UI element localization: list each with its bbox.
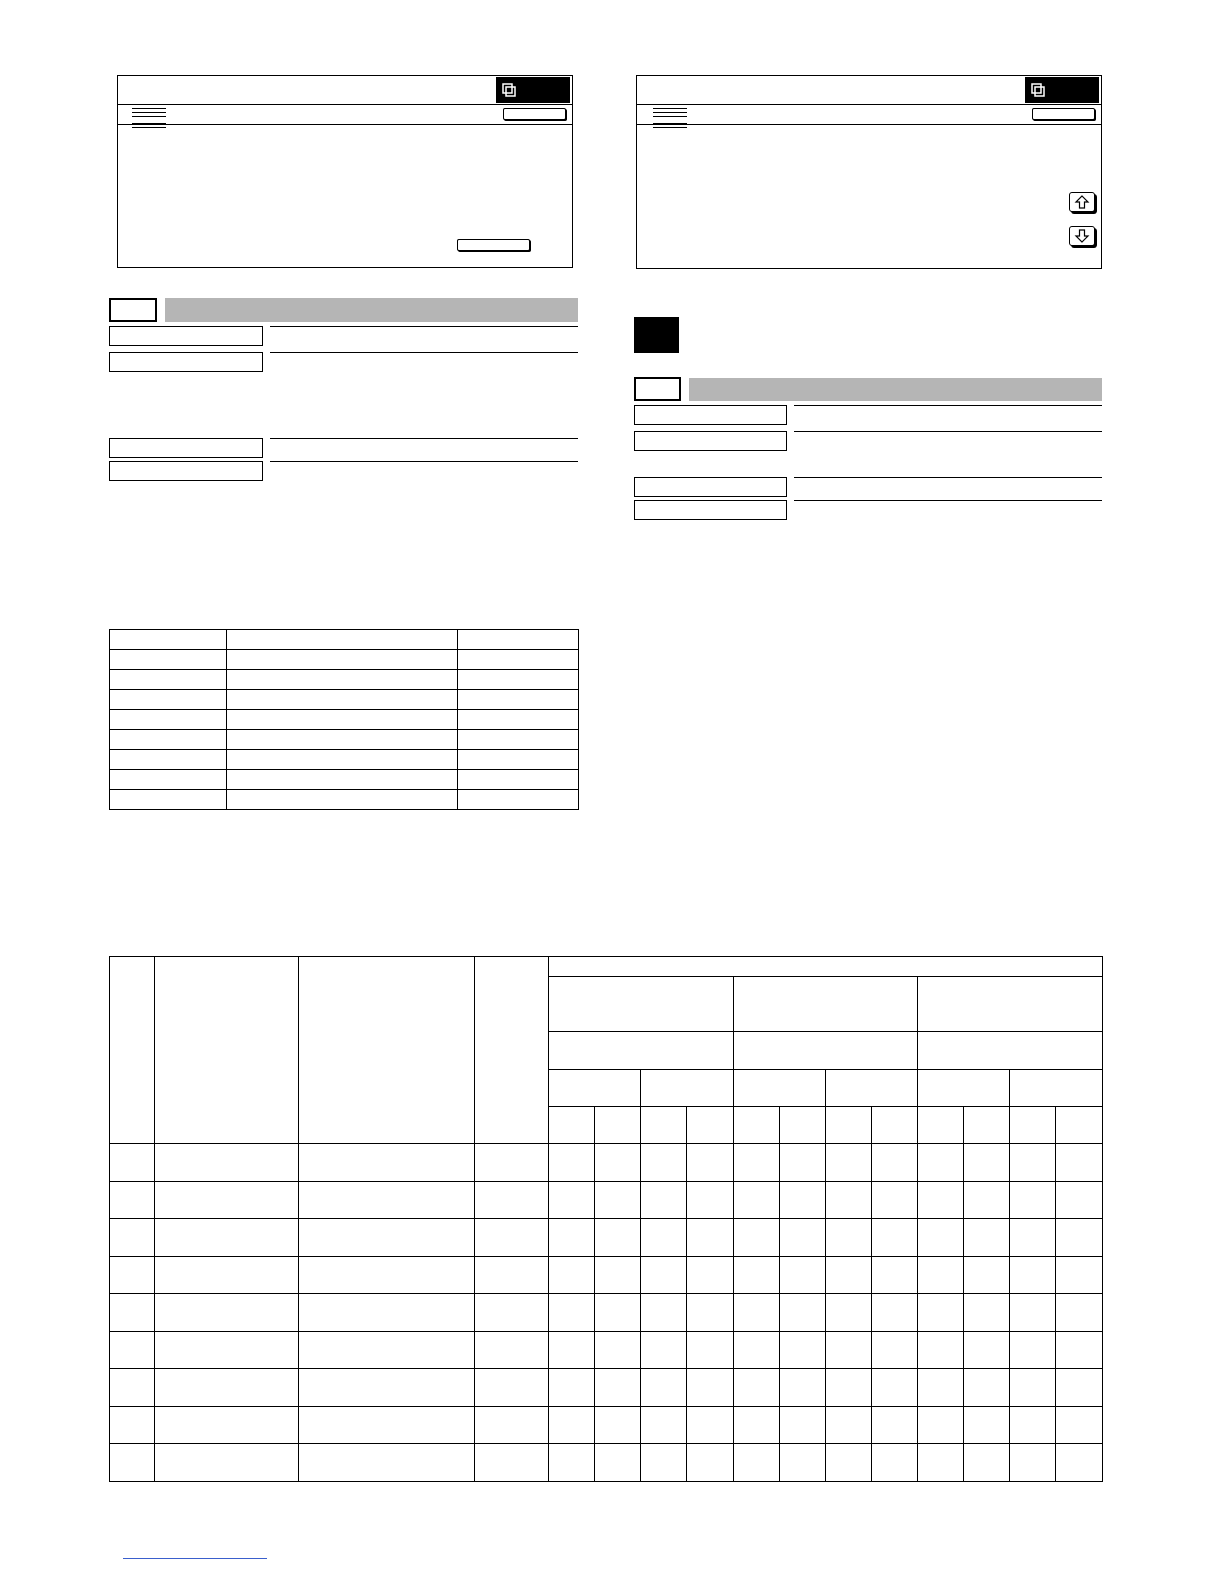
table-cell <box>641 1181 687 1219</box>
table-cell <box>475 1256 549 1294</box>
table-cell <box>1009 1181 1055 1219</box>
table-row <box>110 670 579 690</box>
table-cell <box>595 1444 641 1482</box>
table-cell <box>641 1294 687 1332</box>
table-cell <box>110 770 227 790</box>
table-cell <box>299 1294 475 1332</box>
table-cell <box>299 1256 475 1294</box>
header-cell <box>779 1107 825 1144</box>
item-label-box <box>109 352 263 372</box>
table-cell <box>110 630 227 650</box>
table-cell <box>733 1331 779 1369</box>
header-button[interactable] <box>503 108 566 120</box>
table-cell <box>595 1219 641 1257</box>
table-row <box>110 770 579 790</box>
section-title-bar <box>165 298 578 322</box>
table-cell <box>595 1144 641 1182</box>
table-row <box>110 1294 1103 1332</box>
table-cell <box>299 1331 475 1369</box>
table-cell <box>779 1256 825 1294</box>
table-cell <box>779 1294 825 1332</box>
table-cell <box>733 1406 779 1444</box>
header-cell <box>549 1070 641 1107</box>
table-row <box>110 630 579 650</box>
title-divider <box>637 104 1101 105</box>
table-cell <box>641 1331 687 1369</box>
table-cell <box>549 1294 595 1332</box>
table-cell <box>641 1369 687 1407</box>
table-cell <box>458 790 579 810</box>
table-cell <box>227 710 458 730</box>
table-cell <box>1009 1406 1055 1444</box>
table-cell <box>549 1369 595 1407</box>
table-cell <box>110 790 227 810</box>
table-cell <box>917 1444 963 1482</box>
table-cell <box>641 1144 687 1182</box>
table-cell <box>475 1144 549 1182</box>
table-cell <box>458 650 579 670</box>
table-cell <box>779 1444 825 1482</box>
header-cell <box>549 977 733 1032</box>
table-cell <box>963 1331 1009 1369</box>
header-cell <box>917 1070 1009 1107</box>
item-label-box <box>634 405 787 425</box>
table-cell <box>227 690 458 710</box>
table-cell <box>1009 1219 1055 1257</box>
table-cell <box>1055 1181 1102 1219</box>
table-cell <box>871 1294 917 1332</box>
table-cell <box>110 1144 155 1182</box>
table-cell <box>458 670 579 690</box>
header-cell <box>733 1070 825 1107</box>
header-divider <box>118 124 572 125</box>
table-cell <box>299 1181 475 1219</box>
table-cell <box>1009 1256 1055 1294</box>
copy-mode-badge[interactable] <box>496 77 570 103</box>
table-cell <box>871 1444 917 1482</box>
header-cell <box>549 957 1103 977</box>
table-cell <box>825 1256 871 1294</box>
table-cell <box>155 1181 299 1219</box>
table-cell <box>110 1406 155 1444</box>
table-cell <box>641 1256 687 1294</box>
table-cell <box>963 1256 1009 1294</box>
table-cell <box>1055 1369 1102 1407</box>
table-cell <box>458 750 579 770</box>
table-cell <box>1055 1219 1102 1257</box>
table-cell <box>155 1294 299 1332</box>
big-table <box>109 956 1103 1482</box>
table-cell <box>549 1144 595 1182</box>
table-cell <box>227 790 458 810</box>
table-cell <box>779 1219 825 1257</box>
table-cell <box>825 1181 871 1219</box>
table-cell <box>458 770 579 790</box>
table-cell <box>299 1444 475 1482</box>
table-cell <box>733 1219 779 1257</box>
table-cell <box>110 1331 155 1369</box>
header-cell <box>549 1032 733 1070</box>
table-cell <box>733 1294 779 1332</box>
table-cell <box>687 1144 733 1182</box>
table-cell <box>779 1406 825 1444</box>
table-cell <box>475 1219 549 1257</box>
table-row <box>110 710 579 730</box>
item-rule <box>794 500 1102 501</box>
table-cell <box>227 770 458 790</box>
item-rule <box>270 438 578 439</box>
copy-mode-icon <box>1031 83 1045 97</box>
table-cell <box>227 730 458 750</box>
header-cell <box>475 957 549 1144</box>
table-cell <box>1009 1144 1055 1182</box>
table-cell <box>871 1406 917 1444</box>
table-row <box>110 1256 1103 1294</box>
item-label-box <box>109 461 263 481</box>
table-cell <box>475 1331 549 1369</box>
table-cell <box>687 1219 733 1257</box>
table-cell <box>825 1144 871 1182</box>
table-cell <box>299 1144 475 1182</box>
header-cell <box>641 1107 687 1144</box>
table-cell <box>963 1406 1009 1444</box>
table-cell <box>110 750 227 770</box>
table-cell <box>871 1331 917 1369</box>
header-cell <box>549 1107 595 1144</box>
table-row <box>110 1331 1103 1369</box>
table-cell <box>963 1219 1009 1257</box>
table-cell <box>687 1406 733 1444</box>
table-cell <box>871 1144 917 1182</box>
table-cell <box>917 1144 963 1182</box>
table-cell <box>641 1406 687 1444</box>
table-cell <box>1055 1256 1102 1294</box>
table-cell <box>227 750 458 770</box>
table-cell <box>110 650 227 670</box>
table-cell <box>299 1219 475 1257</box>
menu-lines-icon[interactable] <box>653 108 687 120</box>
header-cell <box>733 1032 917 1070</box>
header-cell <box>733 977 917 1032</box>
small-table-body <box>110 630 579 810</box>
header-cell <box>963 1107 1009 1144</box>
table-cell <box>733 1444 779 1482</box>
table-cell <box>1055 1444 1102 1482</box>
table-cell <box>779 1181 825 1219</box>
header-cell <box>641 1070 733 1107</box>
table-cell <box>963 1444 1009 1482</box>
left-screen-panel <box>117 75 573 268</box>
table-cell <box>475 1181 549 1219</box>
table-cell <box>595 1256 641 1294</box>
table-cell <box>871 1219 917 1257</box>
header-row <box>110 957 1103 977</box>
table-cell <box>155 1219 299 1257</box>
table-row <box>110 1219 1103 1257</box>
table-cell <box>549 1181 595 1219</box>
item-label-box <box>634 431 787 451</box>
table-cell <box>227 670 458 690</box>
table-cell <box>595 1369 641 1407</box>
table-cell <box>155 1331 299 1369</box>
menu-lines-icon[interactable] <box>132 108 166 120</box>
table-cell <box>687 1181 733 1219</box>
table-cell <box>917 1331 963 1369</box>
header-cell <box>1055 1107 1102 1144</box>
table-row <box>110 1144 1103 1182</box>
table-cell <box>779 1331 825 1369</box>
header-cell <box>687 1107 733 1144</box>
table-cell <box>1055 1331 1102 1369</box>
table-cell <box>595 1331 641 1369</box>
table-cell <box>595 1406 641 1444</box>
table-cell <box>779 1369 825 1407</box>
right-screen-panel <box>636 75 1102 269</box>
header-cell <box>595 1107 641 1144</box>
table-cell <box>641 1219 687 1257</box>
table-row <box>110 730 579 750</box>
header-cell <box>1009 1107 1055 1144</box>
table-cell <box>458 730 579 750</box>
table-row <box>110 1369 1103 1407</box>
table-cell <box>1055 1294 1102 1332</box>
table-cell <box>825 1444 871 1482</box>
header-cell <box>825 1107 871 1144</box>
header-cell <box>299 957 475 1144</box>
copy-mode-badge[interactable] <box>1025 77 1099 103</box>
table-cell <box>779 1144 825 1182</box>
table-cell <box>595 1294 641 1332</box>
table-cell <box>1009 1294 1055 1332</box>
table-row <box>110 690 579 710</box>
table-cell <box>871 1181 917 1219</box>
table-cell <box>475 1294 549 1332</box>
table-cell <box>227 650 458 670</box>
item-rule <box>270 352 578 353</box>
table-cell <box>641 1444 687 1482</box>
item-rule <box>794 405 1102 406</box>
table-cell <box>917 1369 963 1407</box>
header-cell <box>825 1070 917 1107</box>
item-label-box <box>109 326 263 346</box>
table-cell <box>687 1444 733 1482</box>
menu-underline <box>653 123 687 131</box>
menu-underline <box>132 123 166 131</box>
table-cell <box>475 1369 549 1407</box>
footer-link-underline[interactable] <box>123 1558 267 1559</box>
scroll-up-arrow-icon <box>1074 195 1090 209</box>
section-code-box <box>634 377 681 401</box>
table-cell <box>549 1256 595 1294</box>
table-cell <box>825 1406 871 1444</box>
table-cell <box>549 1331 595 1369</box>
scroll-down-arrow-icon <box>1074 229 1090 243</box>
section-code-box <box>109 298 157 322</box>
table-cell <box>458 690 579 710</box>
table-cell <box>963 1144 1009 1182</box>
header-divider <box>637 124 1101 125</box>
table-cell <box>825 1331 871 1369</box>
table-cell <box>458 710 579 730</box>
table-cell <box>549 1219 595 1257</box>
header-cell <box>917 1107 963 1144</box>
header-cell <box>871 1107 917 1144</box>
table-cell <box>475 1406 549 1444</box>
copy-mode-icon <box>502 83 516 97</box>
table-cell <box>110 1181 155 1219</box>
table-cell <box>825 1219 871 1257</box>
item-rule <box>794 431 1102 432</box>
item-rule <box>794 477 1102 478</box>
table-cell <box>871 1369 917 1407</box>
table-cell <box>917 1294 963 1332</box>
table-cell <box>155 1256 299 1294</box>
header-cell <box>733 1107 779 1144</box>
scroll-up-button[interactable] <box>1069 192 1095 212</box>
table-cell <box>917 1256 963 1294</box>
table-cell <box>110 730 227 750</box>
table-cell <box>917 1219 963 1257</box>
table-cell <box>595 1181 641 1219</box>
table-cell <box>475 1444 549 1482</box>
table-cell <box>825 1369 871 1407</box>
item-label-box <box>634 477 787 497</box>
table-cell <box>687 1369 733 1407</box>
table-cell <box>549 1444 595 1482</box>
table-cell <box>110 1444 155 1482</box>
table-cell <box>825 1294 871 1332</box>
header-cell <box>155 957 299 1144</box>
table-cell <box>299 1369 475 1407</box>
table-row <box>110 1181 1103 1219</box>
table-cell <box>1009 1369 1055 1407</box>
table-cell <box>963 1369 1009 1407</box>
table-row <box>110 650 579 670</box>
table-cell <box>687 1294 733 1332</box>
table-cell <box>917 1181 963 1219</box>
section-title-bar <box>689 378 1102 401</box>
table-row <box>110 790 579 810</box>
table-cell <box>155 1369 299 1407</box>
header-cell <box>1009 1070 1102 1107</box>
table-cell <box>110 690 227 710</box>
item-label-box <box>634 500 787 520</box>
small-table <box>109 629 579 810</box>
table-cell <box>1055 1144 1102 1182</box>
table-row <box>110 1444 1103 1482</box>
item-label-box <box>109 438 263 458</box>
table-cell <box>963 1181 1009 1219</box>
big-table-header <box>110 957 1103 1144</box>
table-cell <box>110 670 227 690</box>
table-cell <box>155 1406 299 1444</box>
title-divider <box>118 104 572 105</box>
table-cell <box>155 1144 299 1182</box>
table-row <box>110 750 579 770</box>
table-cell <box>1009 1331 1055 1369</box>
table-cell <box>687 1256 733 1294</box>
table-cell <box>110 1256 155 1294</box>
table-cell <box>110 1219 155 1257</box>
header-cell <box>917 1032 1102 1070</box>
table-cell <box>549 1406 595 1444</box>
table-cell <box>1055 1406 1102 1444</box>
ok-button[interactable] <box>457 239 530 251</box>
table-cell <box>299 1406 475 1444</box>
table-cell <box>733 1256 779 1294</box>
table-cell <box>155 1444 299 1482</box>
table-cell <box>110 1294 155 1332</box>
table-cell <box>1009 1444 1055 1482</box>
item-rule <box>270 326 578 327</box>
header-cell <box>110 957 155 1144</box>
table-cell <box>110 1369 155 1407</box>
table-row <box>110 1406 1103 1444</box>
table-cell <box>687 1331 733 1369</box>
table-cell <box>733 1369 779 1407</box>
table-cell <box>227 630 458 650</box>
scroll-down-button[interactable] <box>1069 226 1095 246</box>
table-cell <box>917 1406 963 1444</box>
item-rule <box>270 461 578 462</box>
table-cell <box>733 1144 779 1182</box>
big-table-body <box>110 1144 1103 1482</box>
table-cell <box>963 1294 1009 1332</box>
header-cell <box>917 977 1102 1032</box>
table-cell <box>871 1256 917 1294</box>
table-cell <box>733 1181 779 1219</box>
header-button[interactable] <box>1032 108 1095 120</box>
section-number-badge <box>634 317 679 353</box>
table-cell <box>458 630 579 650</box>
table-cell <box>110 710 227 730</box>
